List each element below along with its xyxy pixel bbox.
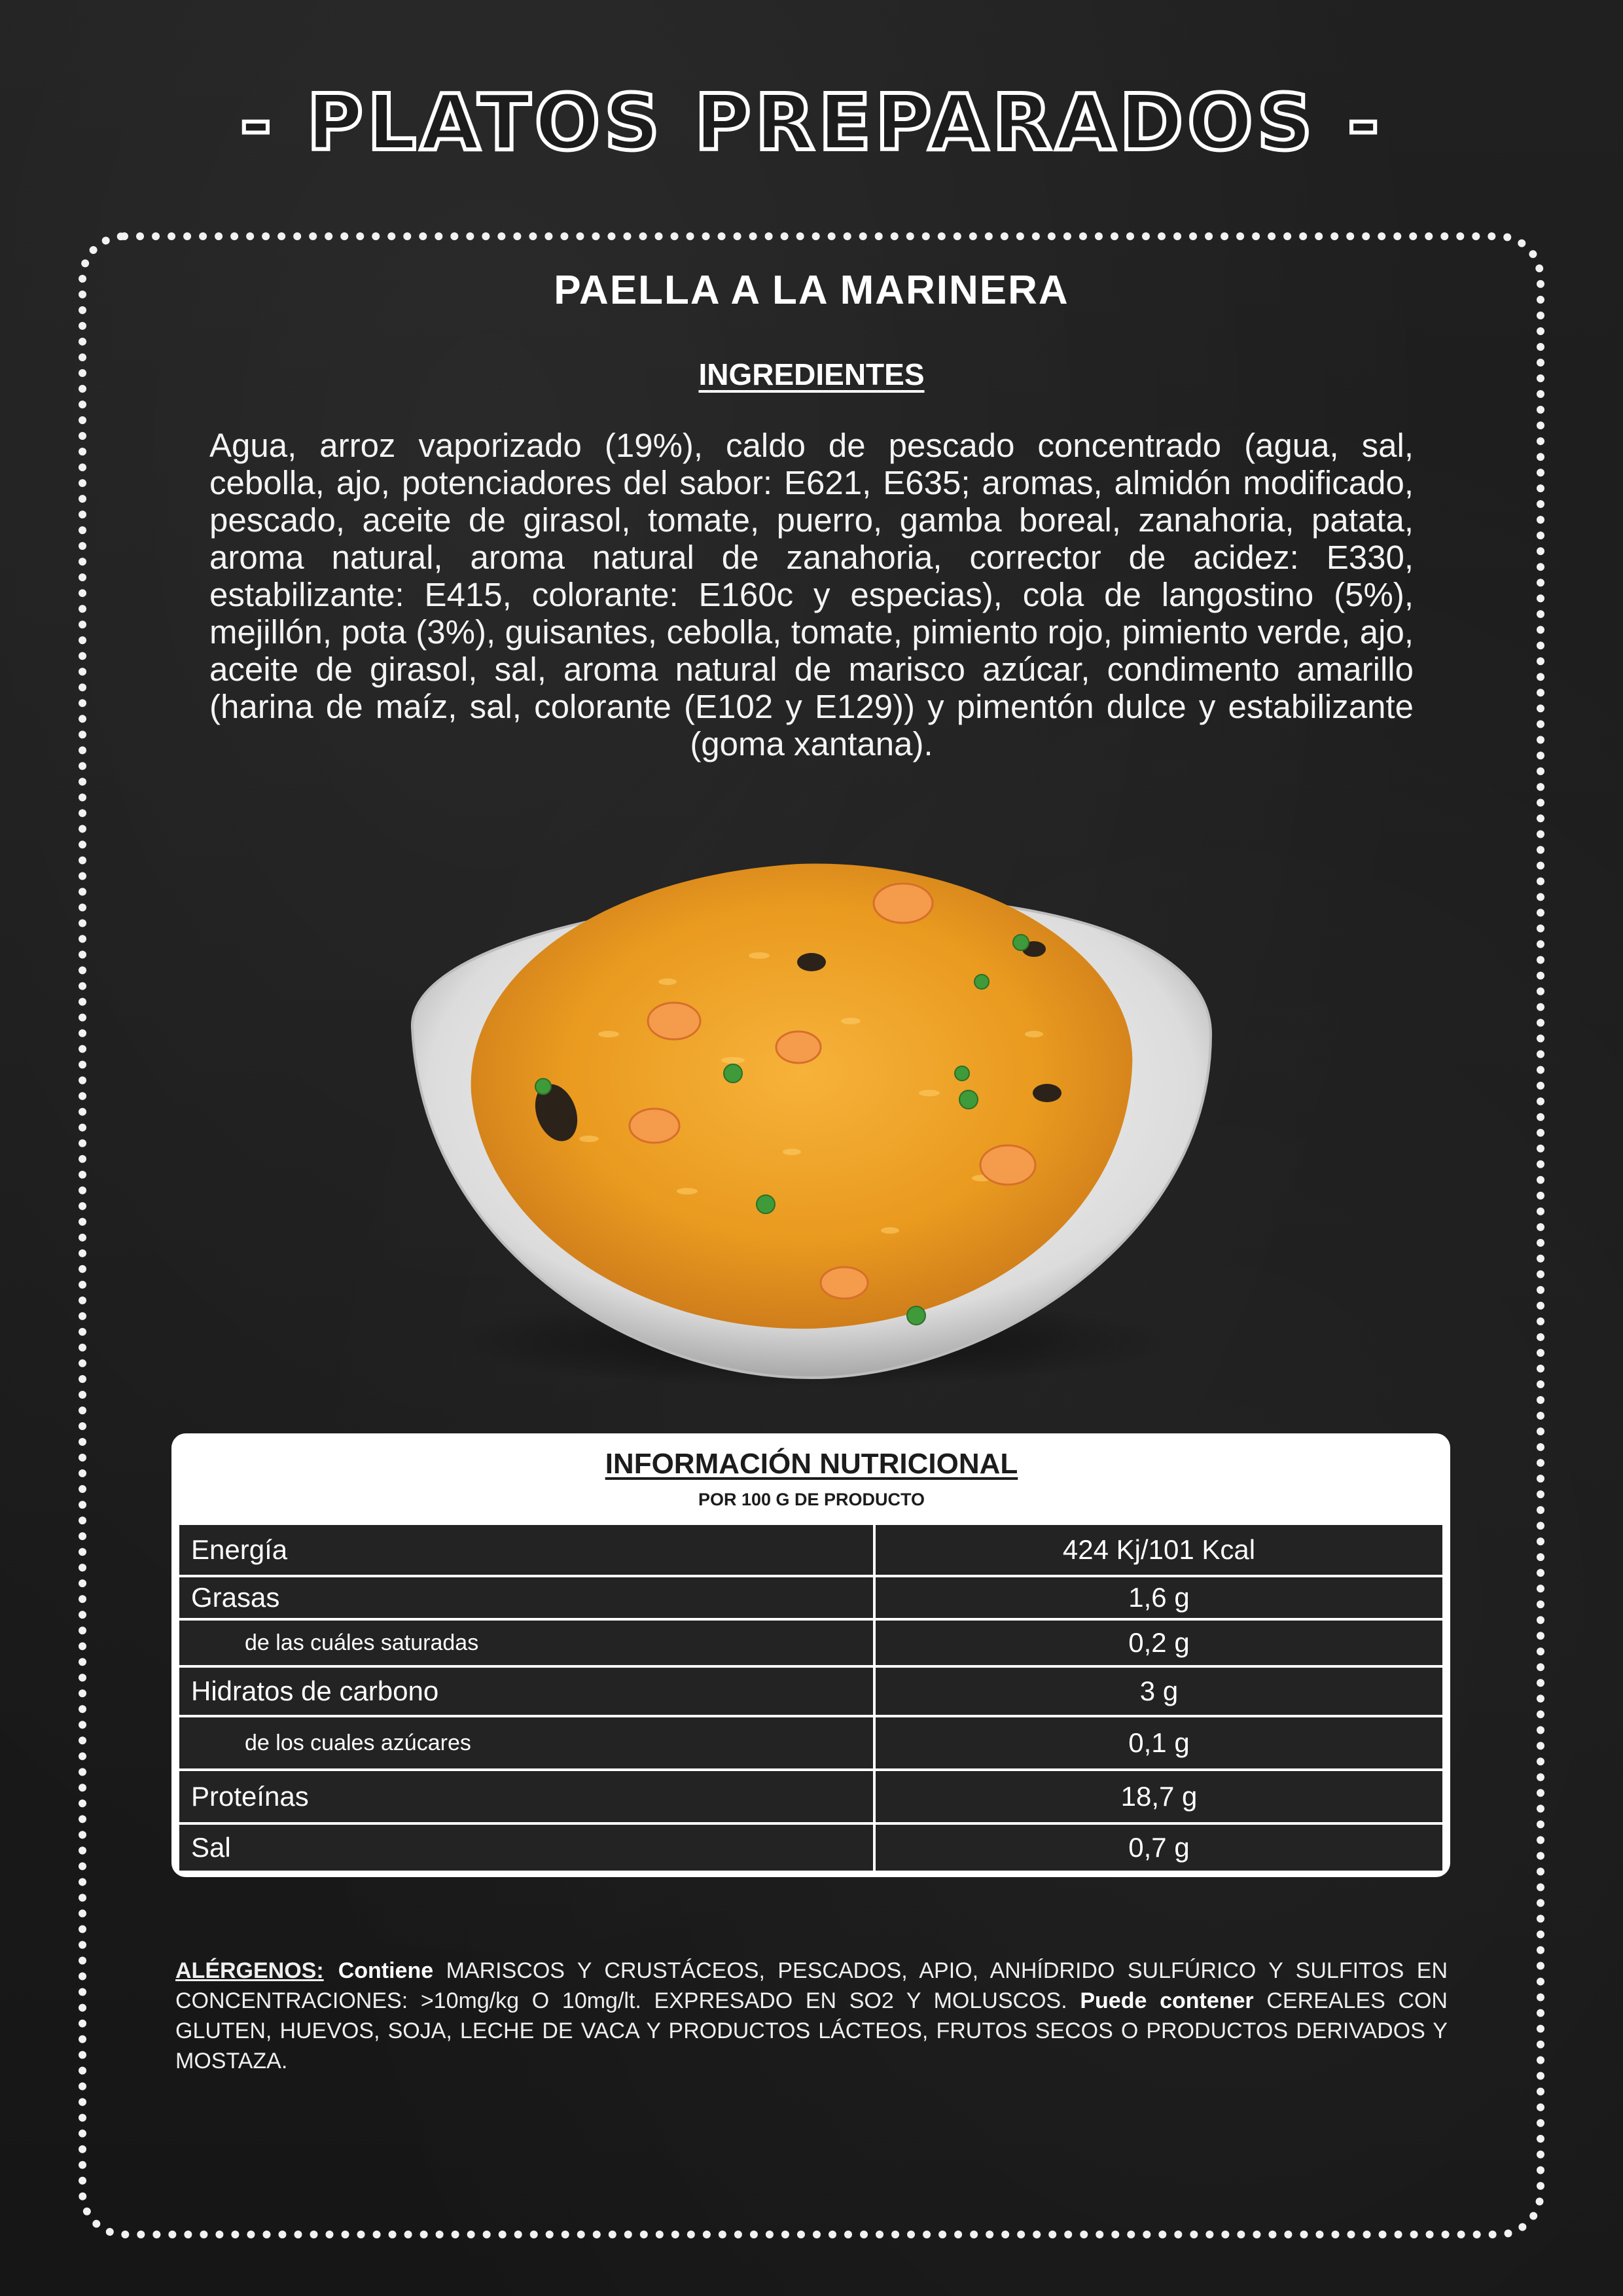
- nutrition-subtitle: POR 100 G DE PRODUCTO: [698, 1490, 925, 1509]
- table-row: [178, 1524, 1444, 1576]
- dish-name: PAELLA A LA MARINERA: [554, 268, 1069, 313]
- nutrient-label: de las cuáles saturadas: [178, 1619, 874, 1666]
- contains-label: Contiene: [338, 1958, 434, 1983]
- nutrition-title: INFORMACIÓN NUTRICIONAL: [605, 1448, 1018, 1480]
- table-row: [178, 1823, 1444, 1872]
- nutrient-value: 1,6 g: [874, 1576, 1444, 1619]
- nutrition-table: [177, 1522, 1445, 1873]
- may-contain-label: Puede contener: [1080, 1988, 1254, 2013]
- nutrient-label: Hidratos de carbono: [178, 1666, 874, 1716]
- nutrient-label: Proteínas: [178, 1770, 874, 1823]
- table-row: [178, 1770, 1444, 1823]
- nutrient-value: 0,2 g: [874, 1619, 1444, 1666]
- nutrient-label: Grasas: [178, 1576, 874, 1619]
- nutrient-value: 3 g: [874, 1666, 1444, 1716]
- table-row: [178, 1619, 1444, 1666]
- table-row: [178, 1576, 1444, 1619]
- ingredients-heading: INGREDIENTES: [698, 357, 925, 391]
- nutrient-value: 424 Kj/101 Kcal: [874, 1524, 1444, 1576]
- nutrient-label: Energía: [178, 1524, 874, 1576]
- may-contain-text: CEREALES CON GLUTEN, HUEVOS, SOJA, LECHE DE VACA Y PRODUCTOS LÁCTEOS, FRUTOS SECOS O PRODUCTOS DERIVADOS Y MOSTAZA.: [175, 1988, 1448, 2073]
- page-title: - PLATOS PREPARADOS -: [240, 77, 1383, 168]
- nutrient-value: 0,7 g: [874, 1823, 1444, 1872]
- table-row: [178, 1716, 1444, 1770]
- nutrient-value: 18,7 g: [874, 1770, 1444, 1823]
- table-row: [178, 1666, 1444, 1716]
- nutrient-value: 0,1 g: [874, 1716, 1444, 1770]
- header: [0, 77, 1623, 168]
- contains-text: MARISCOS Y CRUSTÁCEOS, PESCADOS, APIO, ANHÍDRIDO SULFÚRICO Y SULFITOS EN CONCENTRACIONES: >10mg/kg O 10mg/lt. EXPRESADO EN SO2 Y MOLUSCOS.: [175, 1958, 1448, 2013]
- allergens-label: ALÉRGENOS:: [175, 1958, 324, 1983]
- allergens-notice: [175, 1956, 1448, 2076]
- ingredients-text: Agua, arroz vaporizado (19%), caldo de pescado concentrado (agua, sal, cebolla, ajo, potenciadores del sabor: E621, E635; aromas, almidón modificado, pescado, aceite de girasol, tomate, puerro, gamba boreal, zanahoria, patata, aroma natural, aroma natural de zanahoria, corrector de acidez: E330, estabilizante: E415, colorante: E160c y especias), cola de langostino (5%), mejillón, pota (3%), guisantes, cebolla, tomate, pimiento rojo, pimiento verde, ajo, aceite de girasol, sal, aroma natural de marisco azúcar, condimento amarillo (harina de maíz, sal, colorante (E102 y E129)) y pimentón dulce y estabilizante (goma xantana).: [209, 427, 1414, 762]
- nutrient-label: Sal: [178, 1823, 874, 1872]
- nutrient-label: de los cuales azúcares: [178, 1716, 874, 1770]
- paella-photo: [393, 785, 1230, 1394]
